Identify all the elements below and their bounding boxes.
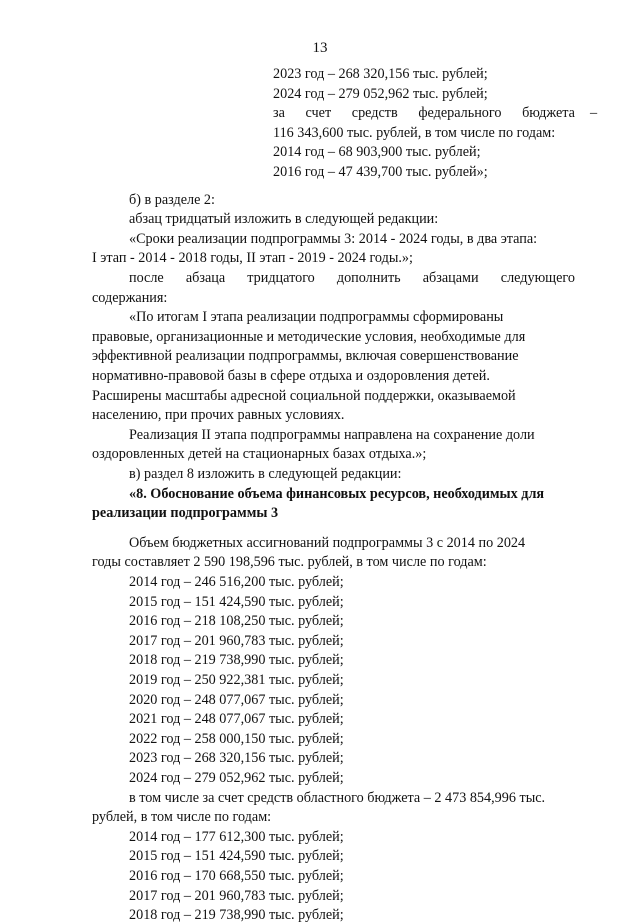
word: за xyxy=(273,105,285,122)
word: бюджета xyxy=(522,105,575,122)
regional-budget-line-1: в том числе за счет средств областного бюджета – 2 473 854,996 тыс. xyxy=(129,789,546,806)
word: тридцатого xyxy=(247,270,315,286)
regional-year-line: 2017 год – 201 960,783 тыс. рублей; xyxy=(129,887,344,904)
year-line: 2018 год – 219 738,990 тыс. рублей; xyxy=(129,652,344,669)
year-line: 2014 год – 246 516,200 тыс. рублей; xyxy=(129,574,344,590)
year-line: 2019 год – 250 922,381 тыс. рублей; xyxy=(129,672,344,688)
year-line: 2021 год – 248 077,067 тыс. рублей; xyxy=(129,711,344,728)
federal-2014-line: 2014 год – 68 903,900 тыс. рублей; xyxy=(273,144,481,161)
year-line: 2024 год – 279 052,962 тыс. рублей; xyxy=(129,770,344,786)
section-8-heading-line-1: «8. Обоснование объема финансовых ресурсов, необходимых для xyxy=(129,485,545,502)
federal-total-line: 116 343,600 тыс. рублей, в том числе по годам: xyxy=(273,124,556,141)
word: дополнить xyxy=(336,270,401,286)
federal-budget-line xyxy=(273,105,575,122)
stage2-line-1: Реализация II этапа подпрограммы направлена на сохранение доли xyxy=(129,426,535,443)
quote-line-2: I этап - 2014 - 2018 годы, II этап - 2019 - 2024 годы.»; xyxy=(92,250,413,267)
year-line: 2017 год – 201 960,783 тыс. рублей; xyxy=(129,632,344,649)
year-line: 2020 год – 248 077,067 тыс. рублей; xyxy=(129,691,344,708)
word: следующего xyxy=(500,270,575,286)
year-line: 2016 год – 218 108,250 тыс. рублей; xyxy=(129,613,344,630)
word: федерального xyxy=(418,105,502,122)
federal-dash: – xyxy=(590,105,598,122)
stage1-line-6: населению, при прочих равных условиях. xyxy=(92,407,345,424)
paragraph-30-line: абзац тридцатый изложить в следующей редакции: xyxy=(129,211,439,228)
budget-line-2: годы составляет 2 590 198,596 тыс. рублей, в том числе по годам: xyxy=(92,554,487,571)
stage1-line-2: правовые, организационные и методические условия, необходимые для xyxy=(92,328,526,345)
year-2023-line: 2023 год – 268 320,156 тыс. рублей; xyxy=(273,66,488,82)
after-paragraph-line xyxy=(129,270,575,287)
section-b-label: б) в разделе 2: xyxy=(129,191,215,208)
word: абзацами xyxy=(422,270,479,286)
after-paragraph-line-2: содержания: xyxy=(92,289,168,306)
regional-year-line: 2015 год – 151 424,590 тыс. рублей; xyxy=(129,848,344,865)
stage1-line-1: «По итогам I этапа реализации подпрограммы сформированы xyxy=(129,309,504,326)
year-line: 2023 год – 268 320,156 тыс. рублей; xyxy=(129,750,344,767)
stage1-line-5: Расширены масштабы адресной социальной поддержки, оказываемой xyxy=(92,387,516,404)
section-v-label: в) раздел 8 изложить в следующей редакции: xyxy=(129,466,402,482)
regional-year-line: 2016 год – 170 668,550 тыс. рублей; xyxy=(129,868,344,884)
word: счет xyxy=(305,105,332,122)
word: средств xyxy=(351,105,398,122)
regional-year-line: 2014 год – 177 612,300 тыс. рублей; xyxy=(129,828,344,845)
quote-line-1: «Сроки реализации подпрограммы 3: 2014 - 2024 годы, в два этапа: xyxy=(129,230,538,247)
word: после xyxy=(129,270,164,286)
year-2024-line: 2024 год – 279 052,962 тыс. рублей; xyxy=(273,85,488,102)
page-number: 13 xyxy=(312,40,328,56)
year-line: 2015 год – 151 424,590 тыс. рублей; xyxy=(129,593,344,610)
section-8-heading-line-2: реализации подпрограммы 3 xyxy=(92,505,279,522)
stage1-line-4: нормативно-правовой базы в сфере отдыха и оздоровления детей. xyxy=(92,368,490,384)
regional-budget-line-2: рублей, в том числе по годам: xyxy=(92,809,272,826)
budget-line-1: Объем бюджетных ассигнований подпрограммы 3 с 2014 по 2024 xyxy=(129,534,526,551)
federal-2016-line: 2016 год – 47 439,700 тыс. рублей»; xyxy=(273,164,488,180)
regional-year-line: 2018 год – 219 738,990 тыс. рублей; xyxy=(129,907,344,924)
stage1-line-3: эффективной реализации подпрограммы, включая совершенствование xyxy=(92,348,519,365)
word: абзаца xyxy=(185,270,226,286)
year-line: 2022 год – 258 000,150 тыс. рублей; xyxy=(129,730,344,747)
stage2-line-2: оздоровленных детей на стационарных базах отдыха.»; xyxy=(92,446,427,463)
